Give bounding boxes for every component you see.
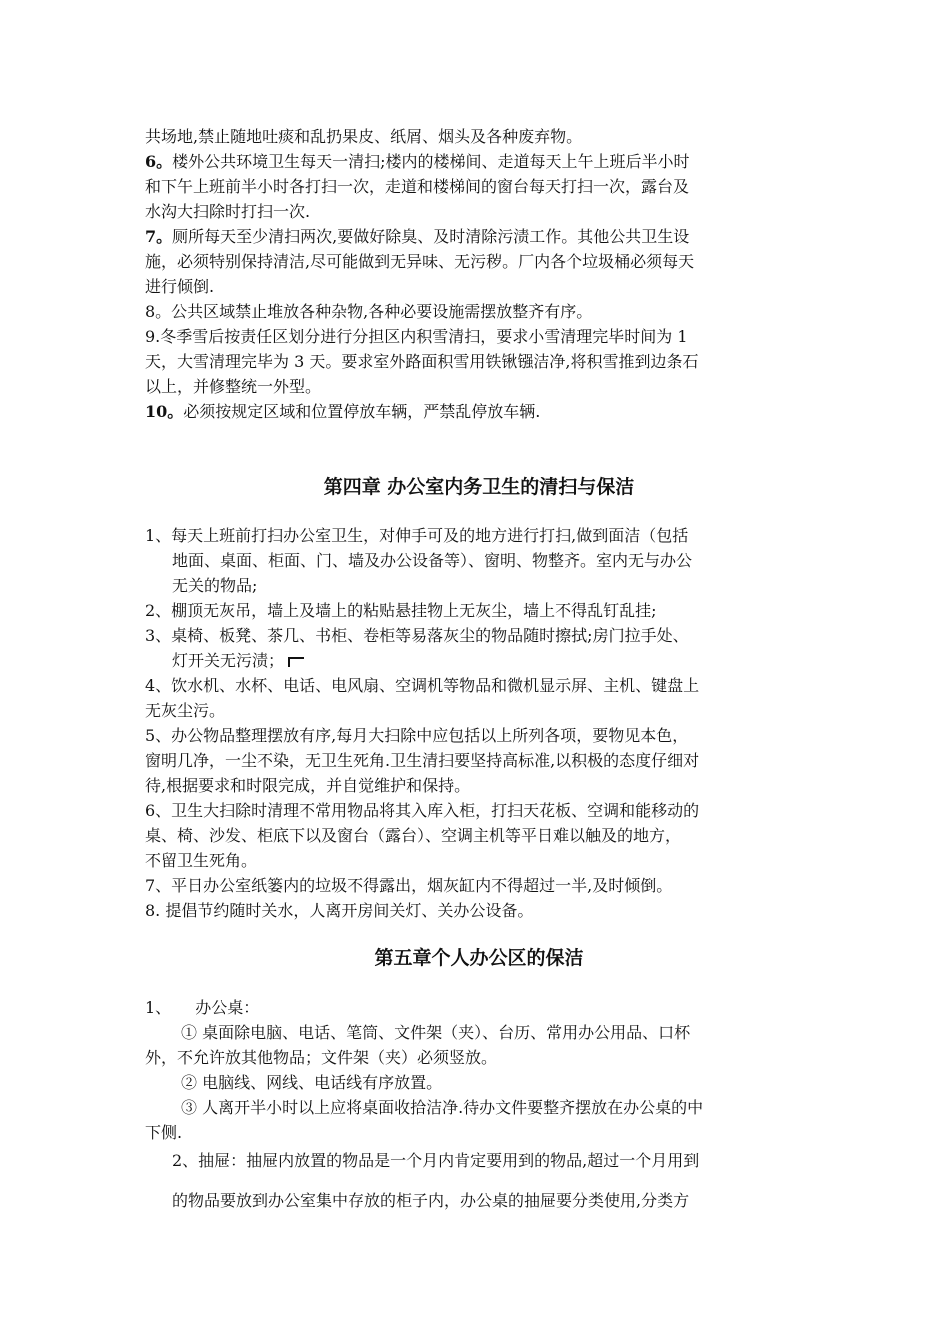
item-text: 必须按规定区域和位置停放车辆，严禁乱停放车辆. [183,402,541,421]
text-line: 窗明几净，一尘不染，无卫生死角.卫生清扫要坚持高标准,以积极的态度仔细对 [145,751,700,770]
list-item-1 [145,995,813,1020]
chapter-5-title: 第五章个人办公区的保洁 [374,947,584,969]
chapter-4-title: 第四章 办公室内务卫生的清扫与保洁 [323,476,635,498]
text-line: 地面、桌面、柜面、门、墙及办公设备等）、窗明、物整齐。室内无与办公 [172,551,693,570]
list-item-9: 9.冬季雪后按责任区划分进行分担区内积雪清扫，要求小雪清理完毕时间为 1 [145,327,688,346]
chapter-4-body [145,523,813,923]
list-item-8: 8。公共区域禁止堆放各种杂物,各种必要设施需摆放整齐有序。 [145,302,593,321]
chapter-5-body [145,995,813,1213]
text-line: 共场地,禁止随地吐痰和乱扔果皮、纸屑、烟头及各种废弃物。 [145,127,583,146]
list-item-5: 5、办公物品整理摆放有序,每月大扫除中应包括以上所列各项，要物见本色， [145,726,689,745]
text-line: 待,根据要求和时限完成，并自觉维护和保持。 [145,776,471,795]
item-number: 10。 [145,402,184,421]
item-number: 6。 [145,152,173,171]
list-item-10 [145,399,813,424]
list-item-4: 4、饮水机、水杯、电话、电风扇、空调机等物品和微机显示屏、主机、键盘上 [145,676,700,695]
text-line: 无关的物品; [172,576,258,595]
text-line: 外，不允许放其他物品；文件架（夹）必须竖放。 [145,1048,498,1067]
text-line: 灯开关无污渍； [172,651,285,670]
text-line: 以上，并修整统一外型。 [145,377,322,396]
list-item-1: 1、每天上班前打扫办公室卫生，对伸手可及的地方进行打扫,做到面洁（包括 [145,526,689,545]
list-item-2: 2、抽屉：抽屉内放置的物品是一个月内肯定要用到的物品,超过一个月用到 [172,1151,700,1170]
sub-item-3: ③ 人离开半小时以上应将桌面收拾洁净.待办文件要整齐摆放在办公桌的中 [181,1098,704,1117]
text-line: 桌、椅、沙发、柜底下以及窗台（露台）、空调主机等平日难以触及的地方， [145,826,682,845]
item-number: 1、 [145,998,172,1017]
list-item-3: 3、桌椅、板凳、茶几、书柜、卷柜等易落灰尘的物品随时擦拭;房门拉手处、 [145,626,689,645]
text-line: 无灰尘污。 [145,701,226,720]
list-item-2: 2、棚顶无灰吊，墙上及墙上的粘贴悬挂物上无灰尘，墙上不得乱钉乱挂; [145,601,657,620]
text-line: 不留卫生死角。 [145,851,258,870]
list-item-6 [145,149,813,174]
item-text: 楼外公共环境卫生每天一清扫;楼内的楼梯间、走道每天上午上班后半小时 [172,152,690,171]
text-line: 水沟大扫除时打扫一次. [145,202,311,221]
corner-mark-icon [288,657,304,667]
list-item-6: 6、卫生大扫除时清理不常用物品将其入库入柜，打扫天花板、空调和能移动的 [145,801,700,820]
text-line: 下侧. [145,1123,183,1142]
item-label: 办公桌： [195,998,260,1017]
list-item-3-continuation [145,648,813,673]
text-line: 进行倾倒. [145,277,215,296]
previous-section [145,124,813,424]
list-item-8: 8. 提倡节约随时关水，人离开房间关灯、关办公设备。 [145,901,534,920]
item-text: 厕所每天至少清扫两次,要做好除臭、及时清除污渍工作。其他公共卫生设 [172,227,690,246]
item-number: 7。 [145,227,173,246]
text-line: 和下午上班前半小时各打扫一次，走道和楼梯间的窗台每天打扫一次，露台及 [145,177,690,196]
text-line: 施，必须特别保持清洁,尽可能做到无异味、无污秽。厂内各个垃圾桶必须每天 [145,252,695,271]
text-line: 的物品要放到办公室集中存放的柜子内，办公桌的抽屉要分类使用,分类方 [172,1191,690,1210]
text-line: 天，大雪清理完毕为 3 天。要求室外路面积雪用铁锹镪洁净,将积雪推到边条石 [145,352,699,371]
list-item-7: 7、平日办公室纸篓内的垃圾不得露出，烟灰缸内不得超过一半,及时倾倒。 [145,876,673,895]
sub-item-1: ① 桌面除电脑、电话、笔筒、文件架（夹）、台历、常用办公用品、口杯 [181,1023,691,1042]
sub-item-2: ② 电脑线、网线、电话线有序放置。 [181,1073,443,1092]
list-item-7 [145,224,813,249]
